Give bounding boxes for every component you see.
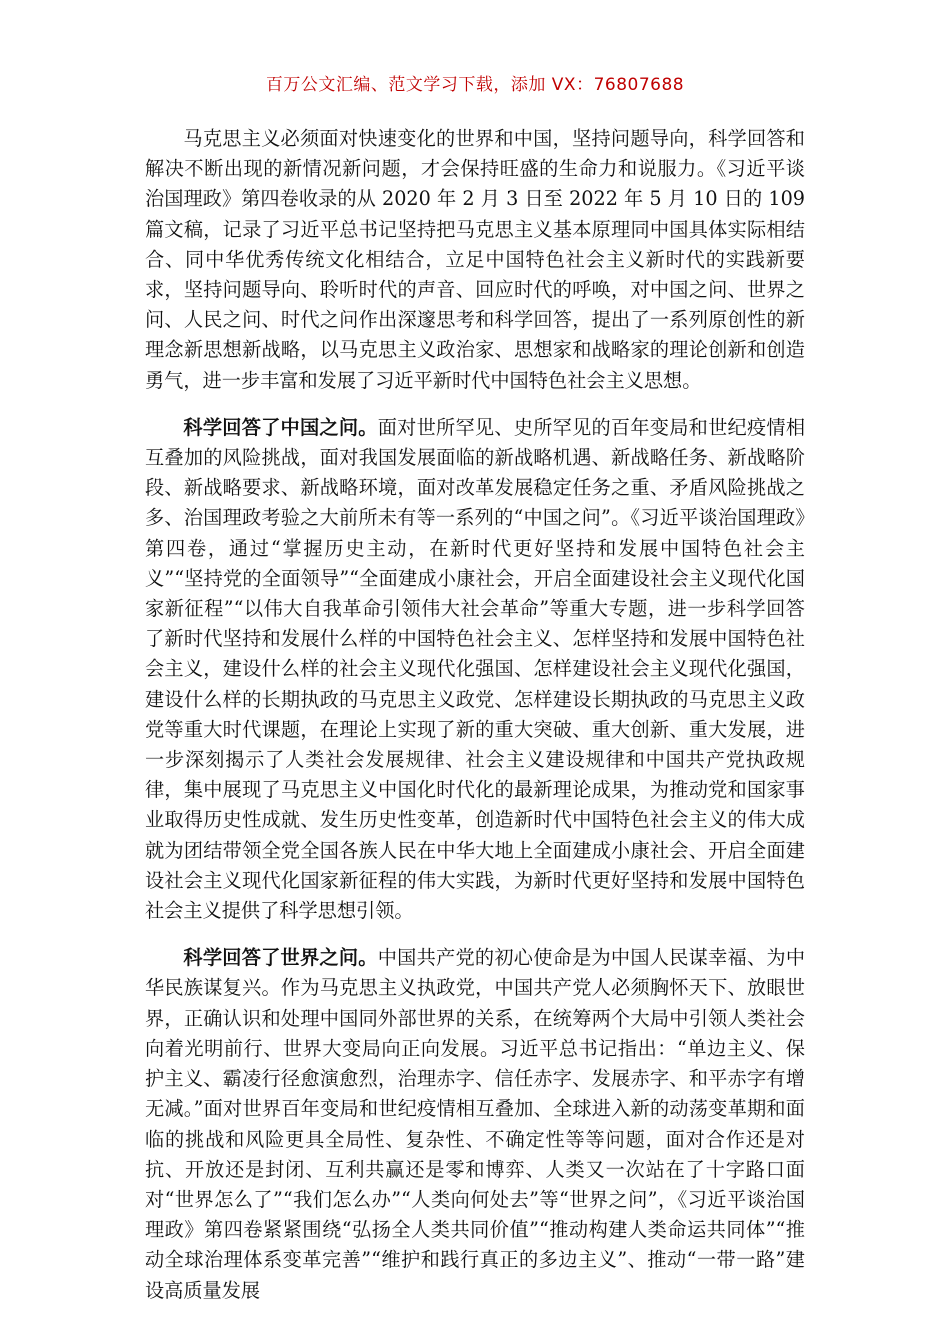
paragraph-china-question-lead: 科学回答了中国之问。 xyxy=(183,415,378,439)
paragraph-world-question xyxy=(145,943,805,1305)
paragraph-world-question-text: 中国共产党的初心使命是为中国人民谋幸福、为中华民族谋复兴。作为马克思主义执政党，中国共产党人必须胸怀天下、放眼世界，正确认识和处理中国同外部世界的关系，在统筹两个大局中引领人类社会向着光明前行、世界大变局向正向发展。习近平总书记指出：“单边主义、保护主义、霸凌行径愈演愈烈，治理赤字、信任赤字、发展赤字、和平赤字有增无减。”面对世界百年变局和世纪疫情相互叠加、全球进入新的动荡变革期和面临的挑战和风险更具全局性、复杂性、不确定性等等问题，面对合作还是对抗、开放还是封闭、互利共赢还是零和博弈、人类又一次站在了十字路口面对“世界怎么了”“我们怎么办”“人类向何处去”等“世界之问”，《习近平谈治国理政》第四卷紧紧围绕“弘扬全人类共同价值”“推动构建人类命运共同体”“推动全球治理体系变革完善”“维护和践行真正的多边主义”、推动“一带一路”建设高质量发展 xyxy=(145,946,806,1302)
paragraph-china-question-text: 面对世所罕见、史所罕见的百年变局和世纪疫情相互叠加的风险挑战，面对我国发展面临的新战略机遇、新战略任务、新战略阶段、新战略要求、新战略环境，面对改革发展稳定任务之重、矛盾风险挑战之多、治国理政考验之大前所未有等一系列的“中国之问”。《习近平谈治国理政》第四卷，通过“掌握历史主动，在新时代更好坚持和发展中国特色社会主义”“坚持党的全面领导”“全面建成小康社会，开启全面建设社会主义现代化国家新征程”“以伟大自我革命引领伟大社会革命”等重大专题，进一步科学回答了新时代坚持和发展什么样的中国特色社会主义、怎样坚持和发展中国特色社会主义，建设什么样的社会主义现代化强国、怎样建设社会主义现代化强国，建设什么样的长期执政的马克思主义政党、怎样建设长期执政的马克思主义政党等重大时代课题，在理论上实现了新的重大突破、重大创新、重大发展，进一步深刻揭示了人类社会发展规律、社会主义建设规律和中国共产党执政规律，集中展现了马克思主义中国化时代化的最新理论成果，为推动党和国家事业取得历史性成就、发生历史性变革，创造新时代中国特色社会主义的伟大成就为团结带领全党全国各族人民在中华大地上全面建成小康社会、开启全面建设社会主义现代化国家新征程的伟大实践，为新时代更好坚持和发展中国特色社会主义提供了科学思想引领。 xyxy=(145,415,806,923)
page-header-watermark: 百万公文汇编、范文学习下载，添加 VX：76807688 xyxy=(265,75,685,95)
paragraph-intro xyxy=(145,124,805,396)
paragraph-world-question-lead: 科学回答了世界之问。 xyxy=(183,946,378,970)
paragraph-china-question xyxy=(145,413,805,926)
article-body xyxy=(145,124,805,1323)
paragraph-intro-text: 马克思主义必须面对快速变化的世界和中国，坚持问题导向，科学回答和解决不断出现的新情况新问题，才会保持旺盛的生命力和说服力。《习近平谈治国理政》第四卷收录的从 2020 年 2 月 3 日至 2022 年 5 月 10 日的 109 篇文稿，记录了习近平总书记坚持把马克思主义基本原理同中国具体实际相结合、同中华优秀传统文化相结合，立足中国特色社会主义新时代的实践新要求，坚持问题导向、聆听时代的声音、回应时代的呼唤，对中国之问、世界之问、人民之问、时代之问作出深邃思考和科学回答，提出了一系列原创性的新理念新思想新战略，以马克思主义政治家、思想家和战略家的理论创新和创造勇气，进一步丰富和发展了习近平新时代中国特色社会主义思想。 xyxy=(145,127,805,392)
